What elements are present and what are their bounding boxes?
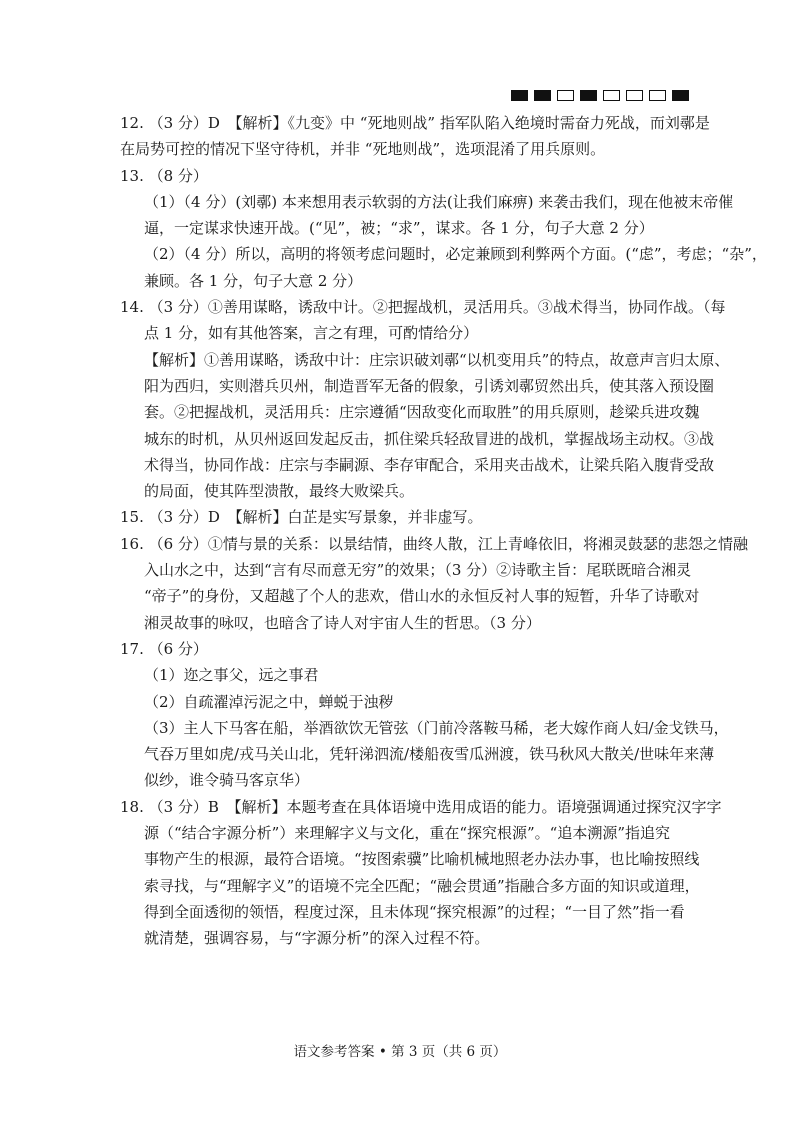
header-mark xyxy=(511,90,528,101)
text-line: 16. （6 分）①情与景的关系：以景结情，曲终人散，江上青峰依旧，将湘灵鼓瑟的悲怨之情融 xyxy=(120,534,748,553)
header-mark xyxy=(672,90,689,101)
text-line: 入山水之中，达到“言有尽而意无穷”的效果；（3 分）②诗歌主旨：尾联既暗合湘灵 xyxy=(144,561,692,580)
text-line: 阳为西归，实则潜兵贝州，制造晋军无备的假象，引诱刘鄩贸然出兵，使其落入预设圈 xyxy=(144,376,715,395)
text-line: 城东的时机，从贝州返回发起反击，抓住梁兵轻敌冒进的战机，掌握战场主动权。③战 xyxy=(144,429,715,448)
text-line: 14. （3 分）①善用谋略，诱敌中计。②把握战机，灵活用兵。③战术得当，协同作战。（每 xyxy=(120,298,726,317)
header-mark xyxy=(534,90,551,101)
text-line: （2）自疏濯淖污泥之中，蝉蜕于浊秽 xyxy=(144,692,394,711)
text-line: 事物产生的根源，最符合语境。“按图索骥”比喻机械地照老办法办事，也比喻按照线 xyxy=(144,850,700,869)
text-line: “帝子”的身份，又超越了个人的悲欢，借山水的永恒反衬人事的短暂，升华了诗歌对 xyxy=(144,587,700,606)
header-mark xyxy=(580,90,597,101)
text-line: 12. （3 分）D 【解析】《九变》中 “死地则战” 指军队陷入绝境时需奋力死战，而刘鄩是 xyxy=(120,114,710,132)
header-mark xyxy=(649,90,666,101)
text-line: 13. （8 分） xyxy=(120,166,208,185)
text-line: 兼顾。各 1 分，句子大意 2 分） xyxy=(144,271,363,290)
text-line: 得到全面透彻的领悟，程度过深，且未体现“探究根源”的过程；“一目了然”指一看 xyxy=(144,902,685,921)
text-line: 索寻找，与“理解字义”的语境不完全匹配；“融会贯通”指融合多方面的知识或道理， xyxy=(144,876,700,895)
text-line: 15. （3 分）D 【解析】白芷是实写景象，并非虚写。 xyxy=(120,508,483,527)
page-footer: 语文参考答案 • 第 3 页（共 6 页） xyxy=(293,1044,507,1060)
text-line: （1）（4 分）(刘鄩) 本来想用表示软弱的方法(让我们麻痹) 来袭击我们，现在他被末帝催 xyxy=(144,192,734,211)
text-line: 套。②把握战机，灵活用兵：庄宗遵循“因敌变化而取胜”的用兵原则，趁梁兵进攻魏 xyxy=(144,403,700,422)
text-line: 点 1 分，如有其他答案，言之有理，可酌情给分） xyxy=(144,324,479,343)
text-line: 逼，一定谋求快速开战。(“见”，被；“求”，谋求。各 1 分，句子大意 2 分） xyxy=(144,219,654,238)
text-line: 气吞万里如虎/戎马关山北，凭轩涕泗流/楼船夜雪瓜洲渡，铁马秋风大散关/世味年来薄 xyxy=(144,745,715,764)
text-line: （2）（4 分）所以，高明的将领考虑问题时，必定兼顾到利弊两个方面。(“虑”，考虑；“杂”， xyxy=(144,245,767,264)
text-line: 似纱，谁令骑马客京华） xyxy=(144,771,310,790)
header-mark xyxy=(626,90,643,101)
answer-content xyxy=(120,110,767,952)
text-line: （3）主人下马客在船，举酒欲饮无管弦（门前冷落鞍马稀，老大嫁作商人妇/金戈铁马， xyxy=(144,718,729,737)
text-line: 【解析】①善用谋略，诱敌中计：庄宗识破刘鄩“以机变用兵”的特点，故意声言归太原、 xyxy=(144,350,730,369)
text-line: 在局势可控的情况下坚守待机，并非 “死地则战”，选项混淆了用兵原则。 xyxy=(120,140,606,159)
text-line: 的局面，使其阵型溃散，最终大败梁兵。 xyxy=(144,482,415,501)
text-line: 18. （3 分）B 【解析】本题考查在具体语境中选用成语的能力。语境强调通过探究汉字字 xyxy=(120,797,722,816)
text-line: 湘灵故事的咏叹，也暗含了诗人对宇宙人生的哲思。（3 分） xyxy=(144,613,541,632)
text-line: 就清楚，强调容易，与“字源分析”的深入过程不符。 xyxy=(144,929,490,948)
text-line: 17. （6 分） xyxy=(120,639,208,658)
text-line: 源（“结合字源分析”）来理解字义与文化，重在“探究根源”。“追本溯源”指追究 xyxy=(144,824,671,843)
header-mark xyxy=(603,90,620,101)
header-marks xyxy=(511,90,689,101)
header-mark xyxy=(557,90,574,101)
text-line: 术得当，协同作战：庄宗与李嗣源、李存审配合，采用夹击战术，让梁兵陷入腹背受敌 xyxy=(144,455,715,474)
text-line: （1）迩之事父，远之事君 xyxy=(144,666,319,685)
